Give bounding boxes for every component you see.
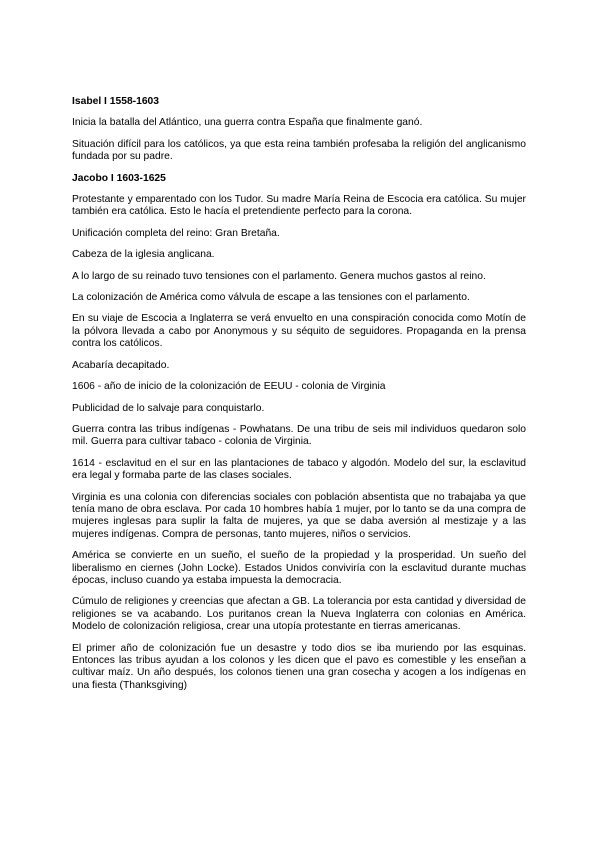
paragraph: Virginia es una colonia con diferencias sociales con población absentista que no trabajaba ya que tenía mano de obra esclava. Por cada 10 hombres había 1 mujer, por lo tanto se da una compra de mujeres inglesas para suplir la falta de mujeres, ya que se daba aversión al mestizaje y a las mujeres indígenas. Compra de personas, tanto mujeres, niños o servicios. xyxy=(72,491,526,540)
paragraph: Cúmulo de religiones y creencias que afectan a GB. La tolerancia por esta cantidad y diversidad de religiones se va acabando. Los puritanos crean la Nueva Inglaterra con colonias en América. Modelo de colonización religiosa, crear una utopía protestante en tierras americanas. xyxy=(72,596,526,633)
paragraph: El primer año de colonización fue un desastre y todo dios se iba muriendo por las esquinas. Entonces las tribus ayudan a los colonos y les dicen que el pavo es comestible y les enseñan a cultivar maíz. Un año después, los colonos tienen una gran cosecha y acogen a los indígenas en una fiesta (Thanksgiving) xyxy=(72,642,526,691)
paragraph: Publicidad de lo salvaje para conquistarlo. xyxy=(72,402,265,414)
paragraph: Situación difícil para los católicos, ya que esta reina también profesaba la religión del anglicanismo fundada por su padre. xyxy=(72,138,526,163)
paragraph: A lo largo de su reinado tuvo tensiones con el parlamento. Genera muchos gastos al reino. xyxy=(72,270,486,282)
paragraph: Inicia la batalla del Atlántico, una guerra contra España que finalmente ganó. xyxy=(72,117,423,129)
paragraph: La colonización de América como válvula de escape a las tensiones con el parlamento. xyxy=(72,292,470,304)
paragraph: Acabaría decapitado. xyxy=(72,359,170,371)
paragraph: América se convierte en un sueño, el sueño de la propiedad y la prosperidad. Un sueño del liberalismo en ciernes (John Locke). Estados Unidos conviviría con la esclavitud durante muchas épocas, incluso cuando ya estaba impuesta la democracia. xyxy=(72,550,526,586)
paragraph: Guerra contra las tribus indígenas - Powhatans. De una tribu de seis mil individuos quedaron solo mil. Guerra para cultivar tabaco - colonia de Virginia. xyxy=(72,423,526,448)
paragraph: 1606 - año de inicio de la colonización de EEUU - colonia de Virginia xyxy=(72,381,386,393)
document-page xyxy=(72,96,526,701)
section-heading-isabel: Isabel I 1558-1603 xyxy=(72,96,160,107)
section-heading-jacobo: Jacobo I 1603-1625 xyxy=(72,172,166,184)
paragraph: Cabeza de la iglesia anglicana. xyxy=(72,249,215,261)
paragraph: Protestante y emparentado con los Tudor. Su madre María Reina de Escocia era católica. Su mujer también era católica. Esto le hacía el pretendiente perfecto para la corona. xyxy=(72,194,526,218)
paragraph: Unificación completa del reino: Gran Bretaña. xyxy=(72,227,280,239)
paragraph: En su viaje de Escocia a Inglaterra se verá envuelto en una conspiración conocida como Motín de la pólvora llevada a cabo por Anonymous y su séquito de seguidores. Propaganda en la prensa contra los católicos. xyxy=(72,313,526,350)
paragraph: 1614 - esclavitud en el sur en las plantaciones de tabaco y algodón. Modelo del sur, la esclavitud era legal y formaba parte de las clases sociales. xyxy=(72,457,526,482)
